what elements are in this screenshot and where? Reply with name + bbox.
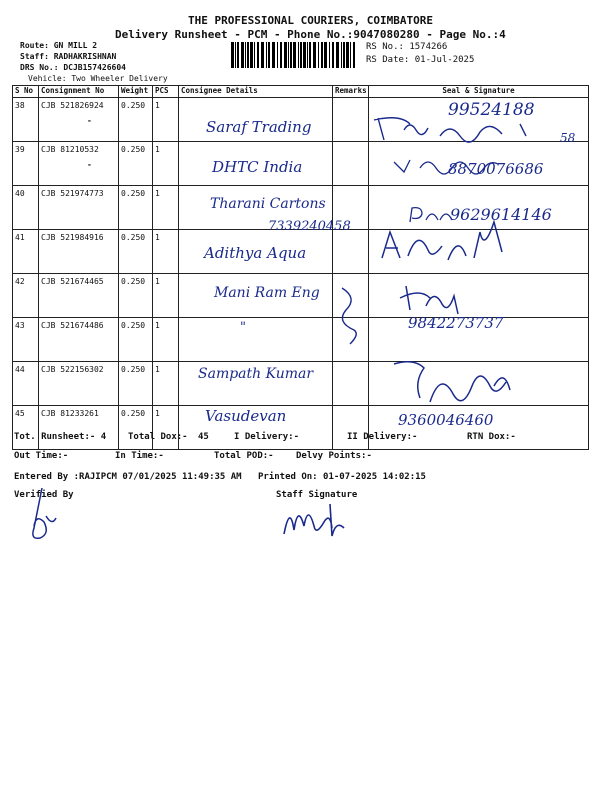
cell-sno-text: 41 [15,233,25,242]
handwritten-phone-43: 9842273737 [408,314,504,332]
cell-consignment [39,230,119,274]
barcode-bar [284,42,287,68]
barcode-bar [346,42,349,68]
signature-scrawl-42 [396,280,466,314]
cell-sno [13,274,39,318]
cell-weight [119,230,153,274]
staff-signature-label: Staff Signature [276,490,358,500]
cell-weight-text: 0.250 [121,145,146,154]
cell-weight [119,186,153,230]
entered-by: Entered By :RAJIPCM 07/01/2025 11:49:35 AM [14,472,242,482]
barcode-bar [277,42,278,68]
cell-pcs-text: 1 [155,101,160,110]
rs-number: RS No.: 1574266 [366,42,448,52]
cell-sno [13,142,39,186]
cell-pcs-text: 1 [155,277,160,286]
handwritten-consignee-39: DHTC India [212,158,303,176]
cell-pcs-text: 1 [155,189,160,198]
cell-sno-text: 44 [15,365,25,374]
total-pod: Total POD:- [214,451,274,461]
handwritten-phone-38: 99524188 [448,100,535,120]
barcode-bar [268,42,270,68]
barcode-bar [293,42,296,68]
column-header-pcs: PCS [153,86,179,98]
barcode-bar [241,42,244,68]
route-label: Route: GN MILL 2 [20,41,98,50]
cell-consignment-text: CJB 521826924 [41,101,104,110]
barcode-bar [231,42,234,68]
barcode-bar [332,42,334,68]
handwritten-phone-40: 9629614146 [450,205,552,224]
column-header-remarks: Remarks [333,86,369,98]
total-dox-value: 45 [198,432,209,442]
cell-pcs-text: 1 [155,409,160,418]
rtn-dox: RTN Dox:- [467,432,516,442]
cell-pcs [153,274,179,318]
handwritten-consignee-43: " [240,320,246,335]
handwritten-phone-45: 9360046460 [398,411,494,429]
cell-pcs [153,186,179,230]
cell-pcs [153,98,179,142]
verifier-signature [28,486,58,546]
signature-scrawl-43 [338,286,362,346]
barcode [231,42,356,68]
column-header-sno: S No [13,86,39,98]
company-name: THE PROFESSIONAL COURIERS, COIMBATORE [188,14,434,27]
cell-consignment [39,98,119,142]
cell-consignment [39,362,119,406]
column-header-weight: Weight [119,86,153,98]
cell-weight-text: 0.250 [121,189,146,198]
cell-weight-text: 0.250 [121,101,146,110]
cell-weight [119,362,153,406]
cell-remarks [333,362,369,406]
barcode-bar [321,42,323,68]
staff-label: Staff: RADHAKRISHNAN [20,52,117,61]
signature-scrawl-41 [378,226,528,266]
handwritten-note-58: 58 [560,131,576,145]
cell-sno [13,318,39,362]
barcode-bar [290,42,292,68]
barcode-bar [313,42,316,68]
handwritten-phone-39: 8870076686 [448,160,544,178]
handwritten-consignee-44: Sampath Kumar [198,366,314,382]
cell-consignment-text: CJB 521984916 [41,233,104,242]
cell-consignee [179,318,333,362]
signature-scrawl-40 [408,204,458,226]
barcode-bar [257,42,259,68]
column-header-signature: Seal & Signature [369,86,589,98]
cell-weight-text: 0.250 [121,277,146,286]
barcode-bar [336,42,339,68]
barcode-bar [288,42,289,68]
barcode-bar [343,42,345,68]
cell-pcs [153,318,179,362]
barcode-bar [300,42,302,68]
out-time: Out Time:- [14,451,69,461]
barcode-bar [341,42,342,68]
cell-consignment-text: CJB 81233261 [41,409,99,418]
vehicle-label: Vehicle: Two Wheeler Delivery [28,74,168,83]
cell-pcs-text: 1 [155,321,160,330]
cell-weight-text: 0.250 [121,365,146,374]
handwritten-consignee-42: Mani Ram Eng [214,285,320,301]
cell-pcs-text: 1 [155,145,160,154]
runsheet-subtitle: Delivery Runsheet - PCM - Phone No.:9047080280 - Page No.:4 [115,28,506,41]
printed-on: Printed On: 01-07-2025 14:02:15 [258,472,426,482]
cell-sno-text: 42 [15,277,25,286]
cell-remarks [333,98,369,142]
barcode-bar [237,42,239,68]
cell-consignment-text: CJB 521974773 [41,189,104,198]
cell-sno [13,230,39,274]
handwritten-consignee-38: Saraf Trading [206,118,312,136]
column-header-consignment: Consignment No [39,86,119,98]
barcode-bar [247,42,249,68]
barcode-bar [350,42,351,68]
cell-consignment-text: CJB 521674465 [41,277,104,286]
barcode-bar [298,42,299,68]
barcode-bar [272,42,275,68]
cell-weight [119,406,153,450]
cell-weight [119,318,153,362]
barcode-bar [318,42,319,68]
cell-weight [119,142,153,186]
barcode-bar [353,42,355,68]
barcode-bar [309,42,311,68]
cell-consignment-text: CJB 521674486 [41,321,104,330]
barcode-bar [329,42,330,68]
in-time: In Time:- [115,451,164,461]
cell-consignment-text: CJB 81210532 [41,145,99,154]
barcode-bar [254,42,255,68]
barcode-bar [245,42,246,68]
handwritten-consignee-40: Tharani Cartons [210,196,326,212]
cell-consignment [39,142,119,186]
cell-consignment [39,274,119,318]
table-header-row [13,86,589,98]
cell-weight-text: 0.250 [121,233,146,242]
barcode-bar [303,42,306,68]
cell-pcs [153,230,179,274]
signature-scrawl-39 [390,148,570,178]
delvy-points: Delvy Points:- [296,451,372,461]
rs-date: RS Date: 01-Jul-2025 [366,55,475,65]
tot-runsheet: Tot. Runsheet:- 4 [14,432,107,442]
column-header-consignee: Consignee Details [179,86,333,98]
cell-sno [13,406,39,450]
cell-pcs [153,406,179,450]
cell-weight-text: 0.250 [121,409,146,418]
staff-signature [280,500,350,540]
cell-sno-text: 45 [15,409,25,418]
cell-remarks [333,406,369,450]
cell-weight [119,274,153,318]
signature-scrawl-44-45 [390,356,540,416]
cell-pcs [153,142,179,186]
cell-weight [119,98,153,142]
row-mark: - [87,160,92,169]
cell-remarks [333,142,369,186]
handwritten-consignee-41: Adithya Aqua [204,244,307,262]
ii-delivery: II Delivery:- [347,432,418,442]
i-delivery: I Delivery:- [234,432,300,442]
cell-consignment [39,406,119,450]
barcode-bar [235,42,236,68]
handwritten-consignee-45: Vasudevan [205,407,287,425]
cell-sno-text: 39 [15,145,25,154]
cell-weight-text: 0.250 [121,321,146,330]
barcode-bar [250,42,253,68]
cell-sno-text: 38 [15,101,25,110]
cell-sno-text: 43 [15,321,25,330]
drs-number: DRS No.: DCJB157426604 [20,63,126,72]
barcode-bar [280,42,282,68]
cell-sno [13,362,39,406]
barcode-bar [307,42,308,68]
cell-sno [13,186,39,230]
handwritten-phone-41: 7339240458 [268,219,351,234]
cell-consignment [39,318,119,362]
cell-pcs-text: 1 [155,233,160,242]
cell-sno-text: 40 [15,189,25,198]
cell-sno [13,98,39,142]
barcode-bar [261,42,264,68]
cell-remarks [333,230,369,274]
signature-scrawl-38 [370,110,570,150]
cell-consignment [39,186,119,230]
barcode-bar [266,42,267,68]
cell-pcs-text: 1 [155,365,160,374]
total-dox-label: Total Dox:- [128,432,188,442]
row-mark: - [87,116,92,125]
cell-pcs [153,362,179,406]
cell-consignment-text: CJB 522156302 [41,365,104,374]
barcode-bar [324,42,327,68]
verified-by-label: Verified By [14,490,74,500]
